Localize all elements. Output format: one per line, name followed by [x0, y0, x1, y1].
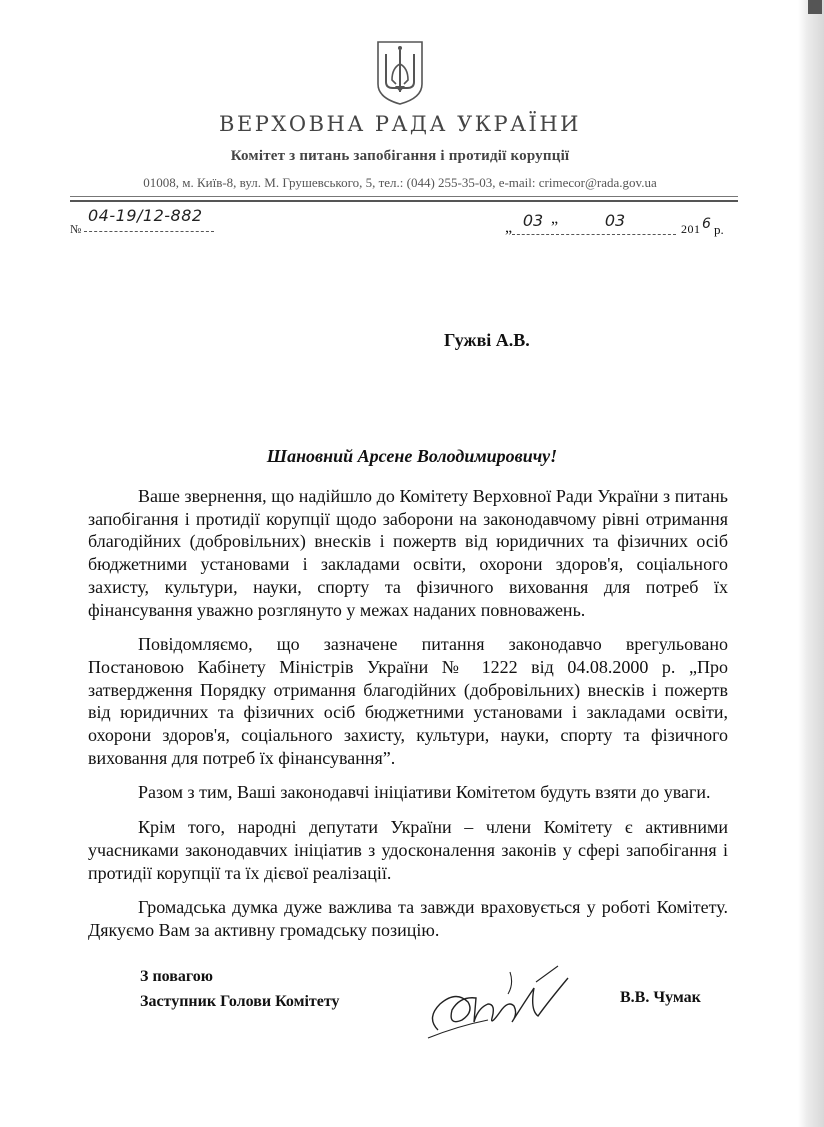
body-paragraph: Громадська думка дуже важлива та завжди враховується у роботі Комітету. Дякуємо Вам за активну громадську позицію.	[88, 897, 728, 940]
registration-number-label: №	[70, 222, 82, 236]
scan-edge-shadow	[798, 0, 824, 1127]
header-rule-thick	[70, 200, 738, 202]
date-quote-close: ”	[551, 219, 559, 236]
date-year-prefix: 201	[681, 222, 701, 236]
body-paragraph: Крім того, народні депутати України – члени Комітету є активними учасниками законодавчих ініціатив з удосконалення законів у сфері запобігання і протидії корупції та їх дієвої реалізації.	[88, 817, 728, 883]
date-quote-open: „	[505, 219, 513, 236]
trident-emblem-icon	[375, 40, 425, 106]
date-month-underline	[556, 234, 676, 235]
date-year-handwritten: 6	[702, 216, 711, 232]
letter-body	[88, 485, 728, 954]
recipient-name: Гужві А.В.	[444, 330, 530, 350]
handwritten-signature	[418, 960, 588, 1050]
signer-position: Заступник Голови Комітету	[140, 993, 340, 1010]
committee-name: Комітет з питань запобігання і протидії корупції	[230, 148, 570, 164]
date-day: 03	[522, 211, 544, 230]
header-rule-thin	[70, 196, 738, 197]
date-day-underline	[512, 234, 554, 235]
closing-regards: З повагою	[140, 968, 213, 985]
registration-underline	[84, 231, 214, 232]
body-paragraph: Ваше звернення, що надійшло до Комітету Верховної Ради України з питань запобігання і протидії корупції щодо заборони на законодавчому рівні отримання благодійних (добровільних) внесків і пожертв від юридичних та фізичних осіб бюджетними установами і закладами освіти, охорони здоров'я, соціального захисту, культури, науки, спорту та фізичного виховання для потреб їх фінансування уважно розглянуто у межах наданих повноважень.	[88, 486, 728, 620]
registration-number: 04-19/12-882	[88, 206, 203, 225]
salutation: Шановний Арсене Володимировичу!	[266, 446, 558, 466]
committee-address: 01008, м. Київ-8, вул. М. Грушевського, 5, тел.: (044) 255-35-03, e-mail: crimecor@rada.gov.ua	[143, 175, 657, 190]
closing-block	[140, 964, 340, 1014]
body-paragraph: Разом з тим, Ваші законодавчі ініціативи Комітетом будуть взяти до уваги.	[138, 782, 711, 803]
date-year-suffix: р.	[714, 222, 724, 237]
parliament-title: ВЕРХОВНА РАДА УКРАЇНИ	[219, 112, 581, 136]
signer-name: В.В. Чумак	[620, 989, 701, 1006]
date-month: 03	[604, 211, 626, 230]
body-paragraph: Повідомляємо, що зазначене питання законодавчо врегульовано Постановою Кабінету Міністрів України № 1222 від 04.08.2000 р. „Про затвердження Порядку отримання благодійних (добровільних) внесків і пожертв від юридичних та фізичних осіб бюджетними установами і закладами освіти, охорони здоров'я, соціального захисту, культури, науки, спорту та фізичного виховання для потреб їх фінансування”.	[88, 634, 728, 768]
